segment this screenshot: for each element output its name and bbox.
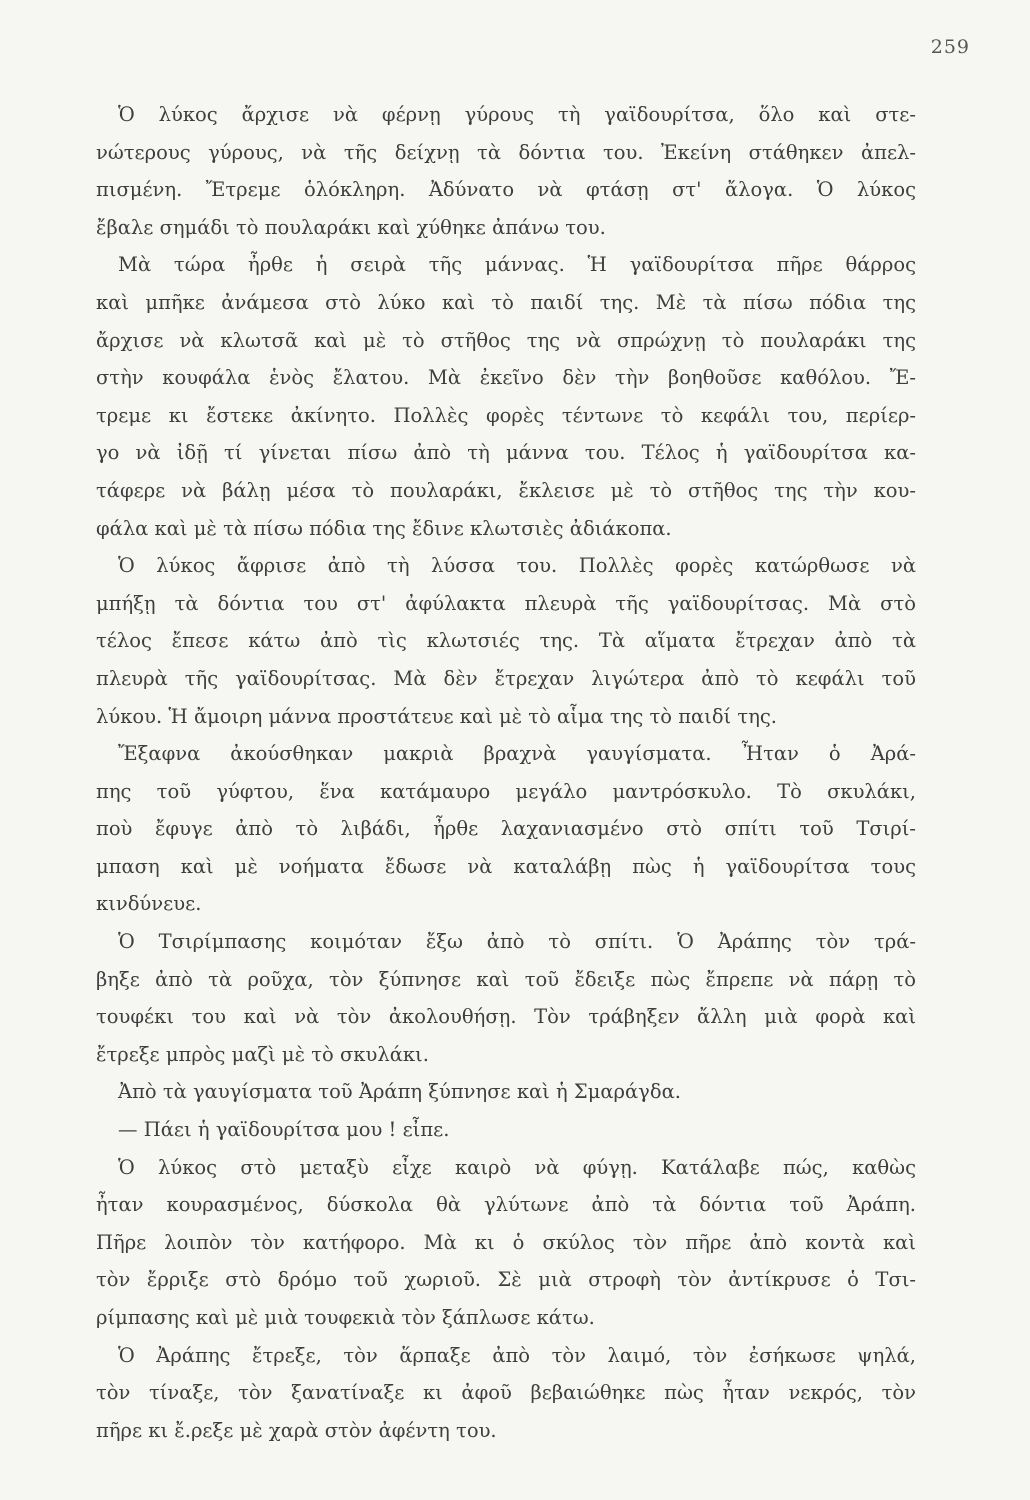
text-line: Ὁ λύκος ἄφρισε ἀπὸ τὴ λύσσα του. Πολλὲς φορὲς κατώρθωσε νὰ	[118, 554, 916, 578]
text-line: πῆρε κι ἔ.ρεξε μὲ χαρὰ στὸν ἀφέντη του.	[96, 1418, 497, 1442]
text-line: Ὁ Τσιρίμπασης κοιμόταν ἔξω ἀπὸ τὸ σπίτι. Ὁ Ἀράπης τὸν τρά-	[118, 930, 916, 954]
text-line: μπαση καὶ μὲ νοήματα ἔδωσε νὰ καταλάβῃ πὼς ἡ γαϊδουρίτσα τους	[96, 854, 916, 878]
text-line: τουφέκι του καὶ νὰ τὸν ἀκολουθήσῃ. Τὸν τράβηξεν ἄλλη μιὰ φορὰ καὶ	[96, 1005, 916, 1029]
text-line: πλευρὰ τῆς γαϊδουρίτσας. Μὰ δὲν ἔτρεχαν λιγώτερα ἀπὸ τὸ κεφάλι τοῦ	[96, 666, 916, 690]
body-text	[96, 96, 916, 1449]
text-line: Ἀπὸ τὰ γαυγίσματα τοῦ Ἀράπη ξύπνησε καὶ ἡ Σμαράγδα.	[118, 1080, 681, 1104]
text-line: πισμένη. Ἔτρεμε ὁλόκληρη. Ἀδύνατο νὰ φτάσῃ στ' ἄλογα. Ὁ λύκος	[96, 178, 916, 202]
text-line: ρίμπασης καὶ μὲ μιὰ τουφεκιὰ τὸν ξάπλωσε κάτω.	[96, 1306, 595, 1329]
text-line: τρεμε κι ἔστεκε ἀκίνητο. Πολλὲς φορὲς τέντωνε τὸ κεφάλι του, περίερ-	[96, 403, 916, 427]
text-line: τὸν τίναξε, τὸν ξανατίναξε κι ἀφοῦ βεβαιώθηκε πὼς ἦταν νεκρός, τὸν	[96, 1381, 916, 1405]
text-line: Πῆρε λοιπὸν τὸν κατήφορο. Μὰ κι ὁ σκύλος τὸν πῆρε ἀπὸ κοντὰ καὶ	[96, 1230, 916, 1254]
text-line: τέλος ἔπεσε κάτω ἀπὸ τὶς κλωτσιές της. Τὰ αἵματα ἔτρεχαν ἀπὸ τὰ	[96, 629, 916, 653]
text-line: γο νὰ ἰδῇ τί γίνεται πίσω ἀπὸ τὴ μάννα του. Τέλος ἡ γαϊδουρίτσα κα-	[96, 441, 916, 465]
text-line: — Πάει ἡ γαϊδουρίτσα μου ! εἶπε.	[118, 1118, 450, 1142]
text-line: ποὺ ἔφυγε ἀπὸ τὸ λιβάδι, ἦρθε λαχανιασμένο στὸ σπίτι τοῦ Τσιρί-	[96, 817, 916, 841]
text-line: στὴν κουφάλα ἑνὸς ἔλατου. Μὰ ἐκεῖνο δὲν τὴν βοηθοῦσε καθόλου. Ἔ-	[96, 366, 916, 390]
text-line: Ὁ λύκος ἄρχισε νὰ φέρνῃ γύρους τὴ γαϊδουρίτσα, ὅλο καὶ στε-	[118, 103, 916, 126]
text-line: ἄρχισε νὰ κλωτσᾶ καὶ μὲ τὸ στῆθος της νὰ σπρώχνῃ τὸ πουλαράκι της	[96, 328, 916, 352]
text-line: νώτερους γύρους, νὰ τῆς δείχνῃ τὰ δόντια του. Ἐκείνη στάθηκεν ἀπελ-	[96, 140, 916, 164]
text-line: μπήξῃ τὰ δόντια του στ' ἀφύλακτα πλευρὰ τῆς γαϊδουρίτσας. Μὰ στὸ	[96, 591, 916, 615]
text-line: ἔβαλε σημάδι τὸ πουλαράκι καὶ χύθηκε ἀπάνω του.	[96, 215, 606, 239]
page-number: 259	[930, 36, 970, 58]
text-line: ἔτρεξε μπρὸς μαζὶ μὲ τὸ σκυλάκι.	[96, 1042, 429, 1066]
text-line: φάλα καὶ μὲ τὰ πίσω πόδια της ἔδινε κλωτσιὲς ἀδιάκοπα.	[96, 516, 672, 540]
text-line: βηξε ἀπὸ τὰ ροῦχα, τὸν ξύπνησε καὶ τοῦ ἔδειξε πὼς ἔπρεπε νὰ πάρῃ τὸ	[96, 967, 916, 991]
text-line: τὸν ἔρριξε στὸ δρόμο τοῦ χωριοῦ. Σὲ μιὰ στροφὴ τὸν ἀντίκρυσε ὁ Τσι-	[96, 1268, 916, 1292]
text-line: καὶ μπῆκε ἀνάμεσα στὸ λύκο καὶ τὸ παιδί της. Μὲ τὰ πίσω πόδια της	[96, 290, 916, 314]
text-line: Ὁ Ἀράπης ἔτρεξε, τὸν ἅρπαξε ἀπὸ τὸν λαιμό, τὸν ἐσήκωσε ψηλά,	[118, 1343, 916, 1367]
text-line: κινδύνευε.	[96, 892, 202, 916]
text-line: πης τοῦ γύφτου, ἕνα κατάμαυρο μεγάλο μαντρόσκυλο. Τὸ σκυλάκι,	[96, 779, 916, 803]
text-line: τάφερε νὰ βάλῃ μέσα τὸ πουλαράκι, ἔκλεισε μὲ τὸ στῆθος της τὴν κου-	[96, 478, 916, 502]
text-line: ἦταν κουρασμένος, δύσκολα θὰ γλύτωνε ἀπὸ τὰ δόντια τοῦ Ἀράπη.	[96, 1193, 916, 1217]
text-line: Ἔξαφνα ἀκούσθηκαν μακριὰ βραχνὰ γαυγίσματα. Ἦταν ὁ Ἀρά-	[118, 742, 916, 766]
text-line: λύκου. Ἡ ἄμοιρη μάννα προστάτευε καὶ μὲ τὸ αἷμα της τὸ παιδί της.	[96, 704, 777, 728]
text-line: Μὰ τώρα ἦρθε ἡ σειρὰ τῆς μάννας. Ἡ γαϊδουρίτσα πῆρε θάρρος	[118, 253, 916, 277]
text-line: Ὁ λύκος στὸ μεταξὺ εἶχε καιρὸ νὰ φύγῃ. Κατάλαβε πώς, καθὼς	[118, 1155, 916, 1179]
